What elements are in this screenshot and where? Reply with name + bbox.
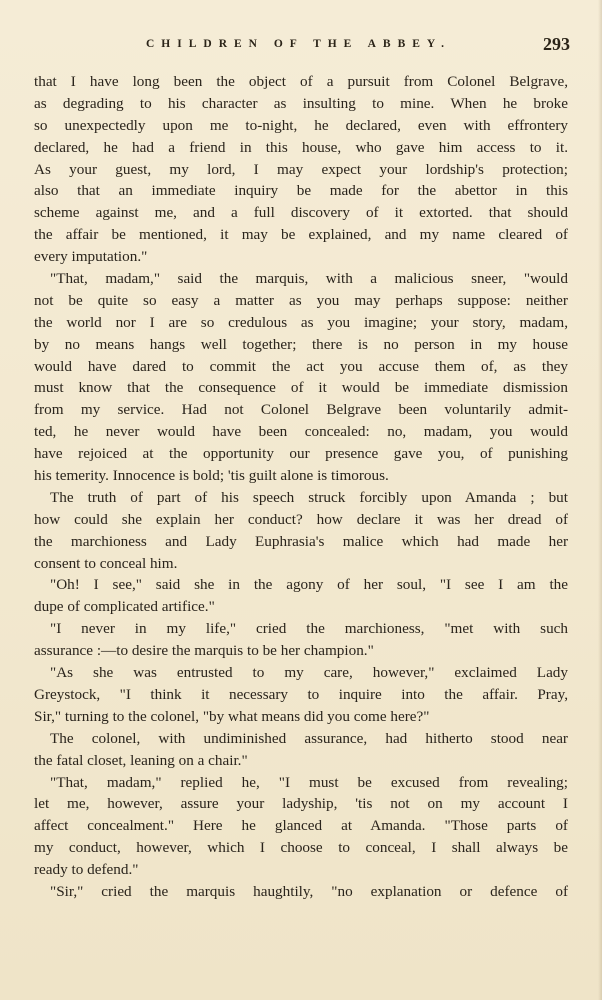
text-line: "That, madam," said the marquis, with a malicious sneer, "would bbox=[50, 270, 568, 288]
text-line: his temerity. Innocence is bold; 'tis guilt alone is timorous. bbox=[34, 467, 389, 485]
text-line: consent to conceal him. bbox=[34, 554, 178, 572]
text-line: affect concealment." Here he glanced at Amanda. "Those parts of bbox=[34, 817, 568, 835]
text-line: so unexpectedly upon me to-night, he declared, even with effrontery bbox=[34, 116, 568, 134]
text-line: "Sir," cried the marquis haughtily, "no explanation or defence of bbox=[50, 882, 568, 900]
text-line: must know that the consequence of it would be immediate dismission bbox=[34, 379, 568, 397]
running-title: CHILDREN OF THE ABBEY. bbox=[146, 38, 452, 50]
text-line: ready to defend." bbox=[34, 861, 139, 879]
text-line: by no means hangs well together; there is no person in my house bbox=[34, 335, 568, 353]
text-line: from my service. Had not Colonel Belgrave been voluntarily admit- bbox=[34, 401, 568, 419]
page-edge-shadow bbox=[598, 0, 602, 1000]
text-line: Greystock, "I think it necessary to inquire into the affair. Pray, bbox=[34, 685, 568, 703]
running-head bbox=[0, 34, 602, 58]
text-line: Sir," turning to the colonel, "by what means did you come here?" bbox=[34, 707, 430, 725]
text-line: "As she was entrusted to my care, however," exclaimed Lady bbox=[50, 664, 568, 682]
text-line: the fatal closet, leaning on a chair." bbox=[34, 751, 248, 769]
text-line: as degrading to his character as insulting to mine. When he broke bbox=[34, 94, 568, 112]
text-line: dupe of complicated artifice." bbox=[34, 598, 215, 616]
text-line: the marchioness and Lady Euphrasia's malice which had made her bbox=[34, 532, 568, 550]
text-line: that I have long been the object of a pursuit from Colonel Belgrave, bbox=[34, 73, 568, 90]
text-line: every imputation." bbox=[34, 248, 148, 266]
text-line: The colonel, with undiminished assurance, had hitherto stood near bbox=[50, 729, 568, 747]
text-line: "Oh! I see," said she in the agony of her soul, "I see I am the bbox=[50, 576, 568, 594]
text-line: also that an immediate inquiry be made for the abettor in this bbox=[34, 182, 568, 200]
text-line: scheme against me, and a full discovery of it extorted. that should bbox=[34, 204, 568, 222]
text-line: "I never in my life," cried the marchioness, "met with such bbox=[50, 620, 568, 638]
text-line: not be quite so easy a matter as you may perhaps suppose: neither bbox=[34, 291, 568, 309]
text-line: let me, however, assure your ladyship, 'tis not on my account I bbox=[34, 795, 568, 813]
text-line: "That, madam," replied he, "I must be excused from revealing; bbox=[50, 773, 568, 791]
text-line: the affair be mentioned, it may be explained, and my name cleared of bbox=[34, 226, 568, 244]
text-line: The truth of part of his speech struck forcibly upon Amanda ; but bbox=[50, 488, 568, 506]
text-line: the world nor I are so credulous as you imagine; your story, madam, bbox=[34, 313, 568, 331]
text-line: As your guest, my lord, I may expect your lordship's protection; bbox=[34, 160, 568, 178]
text-line: declared, he had a friend in this house, who gave him access to it. bbox=[34, 138, 568, 156]
text-line: assurance :—to desire the marquis to be her champion." bbox=[34, 642, 374, 660]
text-line: have rejoiced at the opportunity our presence gave you, of punishing bbox=[34, 445, 568, 463]
text-line: would have dared to commit the act you accuse them of, as they bbox=[34, 357, 568, 375]
text-line: my conduct, however, which I choose to conceal, I shall always be bbox=[34, 839, 568, 857]
body-text bbox=[34, 71, 568, 903]
text-line: how could she explain her conduct? how declare it was her dread of bbox=[34, 510, 568, 528]
page-number: 293 bbox=[543, 34, 570, 54]
text-line: ted, he never would have been concealed: no, madam, you would bbox=[34, 423, 568, 441]
